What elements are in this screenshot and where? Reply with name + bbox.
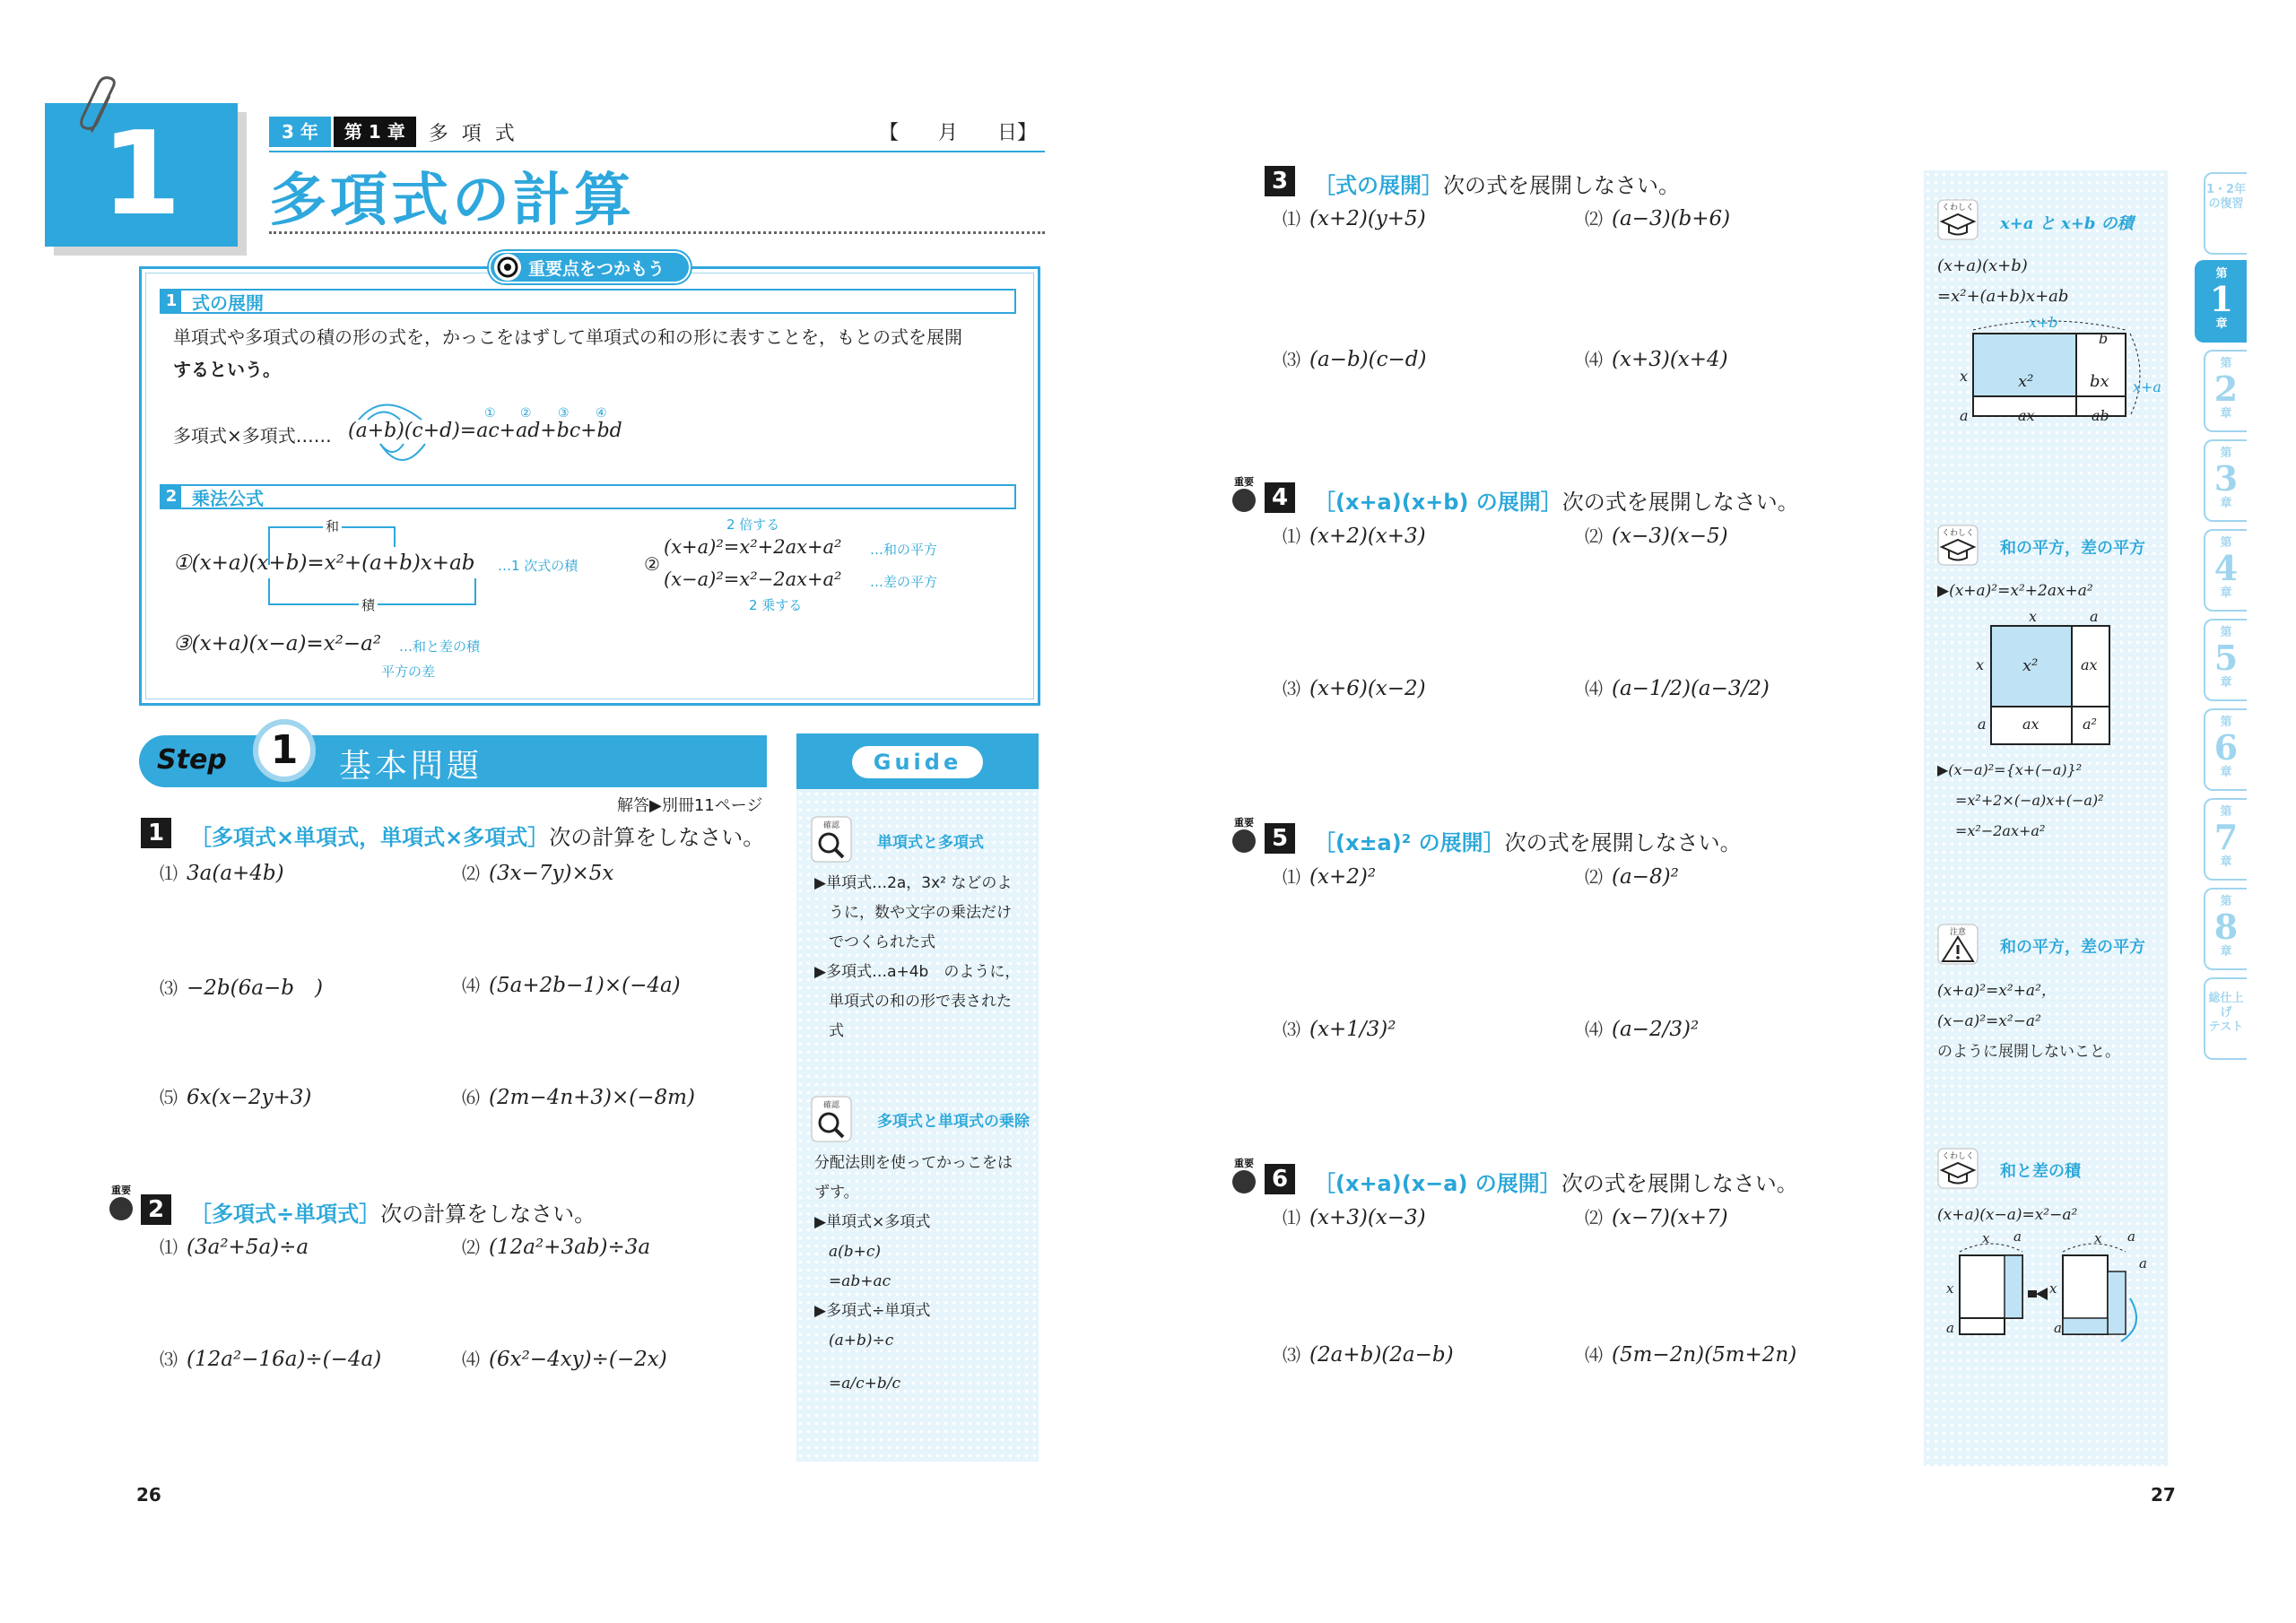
q3-number: 3 — [1265, 166, 1295, 196]
kp-f3: ③(x+a)(x−a)=x²−a² — [173, 632, 382, 655]
q1-item-2[interactable]: ⑵ (3x−7y)×5x — [462, 862, 614, 885]
distribution-arrows — [348, 390, 447, 471]
kp-f3-note: …和と差の積 — [399, 638, 481, 655]
q1-item-6[interactable]: ⑹ (2m−4n+3)×(−8m) — [462, 1086, 695, 1109]
chapter-label: 第 1 章 — [334, 117, 416, 147]
kp-f2-top: 2 倍する — [726, 516, 780, 533]
q4-title: ［(x+a)(x+b) の展開］ — [1314, 490, 1562, 515]
kp-s1-text2: するという。 — [173, 359, 281, 380]
guide-b2-line7: (a+b)÷c — [829, 1332, 894, 1350]
kp-f1: ①(x+a)(x+b)=x²+(a+b)x+ab — [173, 551, 475, 575]
guide-b2-line8: =a/c+b/c — [829, 1375, 901, 1393]
kp-s1-formula: (a+b)(c+d)=ac+ad+bc+bd — [348, 420, 622, 442]
side-b1-area-diagram — [1951, 314, 2157, 439]
tab-chapter-7[interactable]: 第 7 章 — [2204, 798, 2247, 881]
q1-number: 1 — [141, 818, 171, 848]
side-b1-d-x: x — [1960, 368, 1969, 385]
tab-final-test[interactable]: 総仕上げ テスト — [2204, 977, 2247, 1060]
side-b2-d-ax: ax — [2081, 656, 2098, 673]
guide-b1-line4: ▶多項式…a+4b のように， — [814, 963, 1021, 981]
svg-text:くわしく: くわしく — [1941, 204, 1975, 213]
q2-item-4[interactable]: ⑷ (6x²−4xy)÷(−2x) — [462, 1348, 667, 1371]
side-b2-d-ax2: ax — [2022, 716, 2039, 733]
tab-chapter-6[interactable]: 第 6 章 — [2204, 708, 2247, 791]
side-b2-line1: ▶(x+a)²=x²+2ax+a² — [1937, 582, 2093, 600]
side-b1-d-ax: ax — [2018, 407, 2035, 424]
side-b4-d-a3: a — [2127, 1228, 2135, 1245]
side-b4-mortarboard-icon — [1937, 1148, 1979, 1189]
q1-item-3[interactable]: ⑶ −2b(6a−b ) — [160, 976, 323, 1000]
q5-item-4[interactable]: ⑷ (a−2/3)² — [1585, 1018, 1700, 1041]
tab-review[interactable]: 1・2年 の復習 — [2204, 172, 2247, 255]
side-b3-line2: (x−a)²=x²−a² — [1937, 1012, 2041, 1030]
q4-item-1[interactable]: ⑴ (x+2)(x+3) — [1283, 525, 1426, 548]
side-b1-d-bx: bx — [2090, 372, 2109, 391]
side-b2-line2: ▶(x−a)²={x+(−a)}² — [1937, 761, 2083, 778]
side-b1-d-a: a — [1960, 407, 1969, 424]
q4-item-2[interactable]: ⑵ (x−3)(x−5) — [1585, 525, 1728, 548]
q2-item-2[interactable]: ⑵ (12a²+3ab)÷3a — [462, 1236, 651, 1259]
side-b1-mortarboard-icon — [1937, 199, 1979, 240]
key-points-badge — [489, 251, 691, 283]
side-b1-line2: =x²+(a+b)x+ab — [1937, 287, 2069, 306]
guide-b1-magnifier-icon — [811, 816, 852, 863]
side-b4-d-x4: x — [2049, 1280, 2057, 1297]
kp-f2-num: ② — [644, 553, 660, 575]
q6-number: 6 — [1265, 1164, 1295, 1194]
side-b1-d-ab: ab — [2092, 407, 2109, 424]
q2-title: ［多項式÷単項式］ — [190, 1202, 381, 1227]
guide-b2-line2: ずす。 — [814, 1184, 859, 1202]
q1-item-1[interactable]: ⑴ 3a(a+4b) — [160, 862, 284, 885]
kp-f1-note: …1 次式の積 — [498, 558, 578, 574]
paper-clip-icon — [79, 76, 124, 139]
tab-chapter-1[interactable]: 第 1 章 — [2195, 260, 2247, 343]
side-b3-line3: のように展開しないこと。 — [1937, 1043, 2120, 1061]
q6-instr: 次の式を展開しなさい。 — [1561, 1171, 1798, 1196]
q4-heading — [1314, 484, 1799, 516]
guide-title-pill — [852, 746, 983, 778]
q6-item-3[interactable]: ⑶ (2a+b)(2a−b) — [1283, 1343, 1454, 1367]
guide-b2-line4: a(b+c) — [829, 1243, 882, 1261]
tab-chapter-5[interactable]: 第 5 章 — [2204, 619, 2247, 701]
page-title: 多項式の計算 — [269, 168, 635, 234]
step-num: 1 — [270, 727, 299, 773]
q2-item-3[interactable]: ⑶ (12a²−16a)÷(−4a) — [160, 1348, 382, 1371]
title-rule — [269, 231, 1045, 234]
q6-important-icon: 重要 — [1229, 1159, 1259, 1198]
q3-instr: 次の式を展開しなさい。 — [1443, 173, 1680, 198]
chapter-number-block — [45, 103, 238, 247]
q3-item-4[interactable]: ⑷ (x+3)(x+4) — [1585, 348, 1728, 371]
kp-s2-num: 2 — [161, 486, 181, 508]
key-points-label: 重要点をつかもう — [528, 258, 665, 279]
tab-chapter-2[interactable]: 第 2 章 — [2204, 350, 2247, 432]
q4-instr: 次の式を展開しなさい。 — [1561, 490, 1799, 515]
q3-item-3[interactable]: ⑶ (a−b)(c−d) — [1283, 348, 1427, 371]
guide-b1-line1: ▶単項式…2a，3x² などのよ — [814, 874, 1013, 892]
kp-s1-num: 1 — [161, 291, 181, 312]
guide-b1-line5: 単項式の和の形で表された — [829, 993, 1012, 1011]
q5-item-2[interactable]: ⑵ (a−8)² — [1585, 865, 1679, 889]
guide-b2-line6: ▶多項式÷単項式 — [814, 1302, 931, 1320]
q4-item-4[interactable]: ⑷ (a−1/2)(a−3/2) — [1585, 677, 1770, 700]
guide-b2-line5: =ab+ac — [829, 1272, 891, 1290]
side-b4-title: 和と差の積 — [2000, 1162, 2081, 1181]
side-b2-d-x2: x² — [2022, 656, 2039, 675]
q6-item-4[interactable]: ⑷ (5m−2n)(5m+2n) — [1585, 1343, 1797, 1367]
page-number-right: 27 — [2151, 1484, 2176, 1506]
q6-item-2[interactable]: ⑵ (x−7)(x+7) — [1585, 1206, 1728, 1229]
q2-number: 2 — [141, 1194, 171, 1225]
guide-b2-line1: 分配法則を使ってかっこをは — [814, 1154, 1013, 1172]
side-b2-d-x-top: x — [2029, 608, 2038, 625]
kp-f2a: (x+a)²=x²+2ax+a² — [664, 536, 842, 558]
q3-item-2[interactable]: ⑵ (a−3)(b+6) — [1585, 207, 1731, 230]
svg-text:注意: 注意 — [1949, 928, 1967, 937]
tab-chapter-4[interactable]: 第 4 章 — [2204, 529, 2247, 612]
kp-f1-bottom: 積 — [359, 595, 378, 614]
side-b4-d-x2: x — [1946, 1280, 1954, 1297]
q4-item-3[interactable]: ⑶ (x+6)(x−2) — [1283, 677, 1426, 700]
side-b4-d-a1: a — [2013, 1228, 2022, 1245]
q2-item-1[interactable]: ⑴ (3a²+5a)÷a — [160, 1236, 309, 1259]
q2-instr: 次の計算をしなさい。 — [380, 1202, 596, 1227]
side-b1-d-b: b — [2099, 330, 2109, 347]
q5-item-3[interactable]: ⑶ (x+1/3)² — [1283, 1018, 1396, 1041]
side-b2-d-x-left: x — [1976, 656, 1985, 673]
svg-text:くわしく: くわしく — [1941, 529, 1975, 538]
side-b4-d-a4: a — [2139, 1255, 2147, 1271]
tab-chapter-8[interactable]: 第 8 章 — [2204, 888, 2247, 970]
side-b1-d-right: x+a — [2133, 378, 2161, 395]
step-title: 基本問題 — [339, 748, 483, 785]
side-b1-title: x+a と x+b の積 — [2000, 214, 2134, 233]
side-b3-title: 和の平方，差の平方 — [2000, 938, 2145, 957]
svg-text:くわしく: くわしく — [1941, 1152, 1975, 1161]
step-num-circle — [253, 719, 316, 782]
q6-heading — [1314, 1166, 1798, 1197]
kp-s2-title: 乗法公式 — [192, 487, 264, 509]
side-b2-d-a2: a² — [2083, 716, 2097, 733]
page-number-left: 26 — [136, 1484, 161, 1506]
guide-b1-line3: でつくられた式 — [829, 933, 935, 951]
kp-f1-top: 和 — [323, 516, 342, 535]
answer-ref[interactable]: 解答▶別冊11ページ — [617, 796, 763, 815]
tab-chapter-3[interactable]: 第 3 章 — [2204, 439, 2247, 522]
q3-heading — [1314, 168, 1680, 199]
side-b3-warning-icon — [1937, 924, 1979, 965]
svg-text:確認: 確認 — [822, 821, 840, 830]
guide-b1-line2: うに，数や文字の乗法だけ — [829, 904, 1012, 922]
kp-s1-circled-3: ③ — [558, 406, 570, 421]
q5-title: ［(x±a)² の展開］ — [1314, 830, 1505, 855]
side-b2-line4: =x²−2ax+a² — [1955, 822, 2046, 839]
q5-number: 5 — [1265, 823, 1295, 854]
q3-item-1[interactable]: ⑴ (x+2)(y+5) — [1283, 207, 1426, 230]
side-b4-d-x3: x — [2094, 1230, 2102, 1246]
header-rule — [269, 151, 1045, 152]
side-b2-d-a-top: a — [2090, 608, 2099, 625]
guide-b2-title: 多項式と単項式の乗除 — [877, 1113, 1030, 1131]
section-name: 多 項 式 — [428, 122, 518, 145]
side-b2-d-a-left: a — [1978, 716, 1987, 733]
side-b4-d-a5: a — [2054, 1320, 2062, 1336]
side-b1-line1: (x+a)(x+b) — [1937, 256, 2028, 275]
kp-f2a-note: …和の平方 — [870, 542, 938, 558]
q2-heading — [190, 1196, 596, 1228]
guide-b1-title: 単項式と多項式 — [877, 834, 984, 852]
kp-s1-formula-label: 多項式×多項式…… — [173, 425, 332, 447]
q6-title: ［(x+a)(x−a) の展開］ — [1314, 1171, 1561, 1196]
kp-s1-circled-2: ② — [520, 406, 532, 421]
side-b2-area-diagram — [1969, 608, 2139, 751]
kp-f2-bottom: 2 乗する — [749, 597, 803, 613]
kp-f2b: (x−a)²=x²−2ax+a² — [664, 568, 842, 590]
q5-item-1[interactable]: ⑴ (x+2)² — [1283, 865, 1377, 889]
q5-instr: 次の式を展開しなさい。 — [1504, 830, 1742, 855]
side-b2-line3: =x²+2×(−a)x+(−a)² — [1955, 792, 2104, 809]
step-label: Step — [157, 744, 227, 776]
side-b4-line: (x+a)(x−a)=x²−a² — [1937, 1206, 2078, 1224]
q5-heading — [1314, 825, 1742, 856]
q1-title: ［多項式×単項式，単項式×多項式］ — [190, 825, 550, 850]
side-b3-line1: (x+a)²=x²+a²， — [1937, 982, 2057, 1000]
q4-number: 4 — [1265, 482, 1295, 513]
q2-important-icon: 重要 — [106, 1185, 136, 1225]
q5-important-icon: 重要 — [1229, 818, 1259, 857]
q1-item-4[interactable]: ⑷ (5a+2b−1)×(−4a) — [462, 974, 681, 997]
side-b1-d-x2: x² — [2018, 372, 2034, 391]
target-icon — [492, 252, 523, 282]
svg-text:確認: 確認 — [822, 1101, 840, 1110]
date-field[interactable]: 【 月 日】 — [879, 122, 1038, 144]
side-b2-mortarboard-icon — [1937, 525, 1979, 566]
kp-s1-circled-4: ④ — [596, 406, 607, 421]
kp-s2-heading — [160, 484, 1016, 509]
grade-label: 3 年 — [269, 117, 331, 147]
q1-item-5[interactable]: ⑸ 6x(x−2y+3) — [160, 1086, 312, 1109]
guide-title: Guide — [873, 750, 962, 775]
kp-f2b-note: …差の平方 — [870, 574, 938, 590]
q1-heading — [190, 820, 764, 851]
grade-badge — [269, 117, 518, 147]
guide-b2-line3: ▶単項式×多項式 — [814, 1213, 931, 1231]
kp-f3-sub: 平方の差 — [381, 664, 436, 680]
side-b1-d-top: x+b — [2029, 314, 2058, 331]
kp-s1-text1: 単項式や多項式の積の形の式を，かっこをはずして単項式の和の形に表すことを，もとの式を展開 — [173, 326, 962, 348]
kp-s1-heading — [160, 289, 1016, 314]
guide-b2-magnifier-icon — [811, 1096, 852, 1142]
side-b2-title: 和の平方，差の平方 — [2000, 539, 2145, 558]
side-b4-d-a2: a — [1946, 1320, 1954, 1336]
q1-instr: 次の計算をしなさい。 — [549, 825, 765, 850]
q6-item-1[interactable]: ⑴ (x+3)(x−3) — [1283, 1206, 1426, 1229]
guide-b1-line6: 式 — [829, 1022, 844, 1040]
q4-important-icon: 重要 — [1229, 477, 1259, 516]
kp-s1-title: 式の展開 — [192, 291, 264, 314]
side-b4-d-x1: x — [1982, 1230, 1990, 1246]
chapter-number: 1 — [100, 108, 182, 241]
q3-title: ［式の展開］ — [1314, 173, 1443, 198]
kp-s1-circled-1: ① — [484, 406, 496, 421]
